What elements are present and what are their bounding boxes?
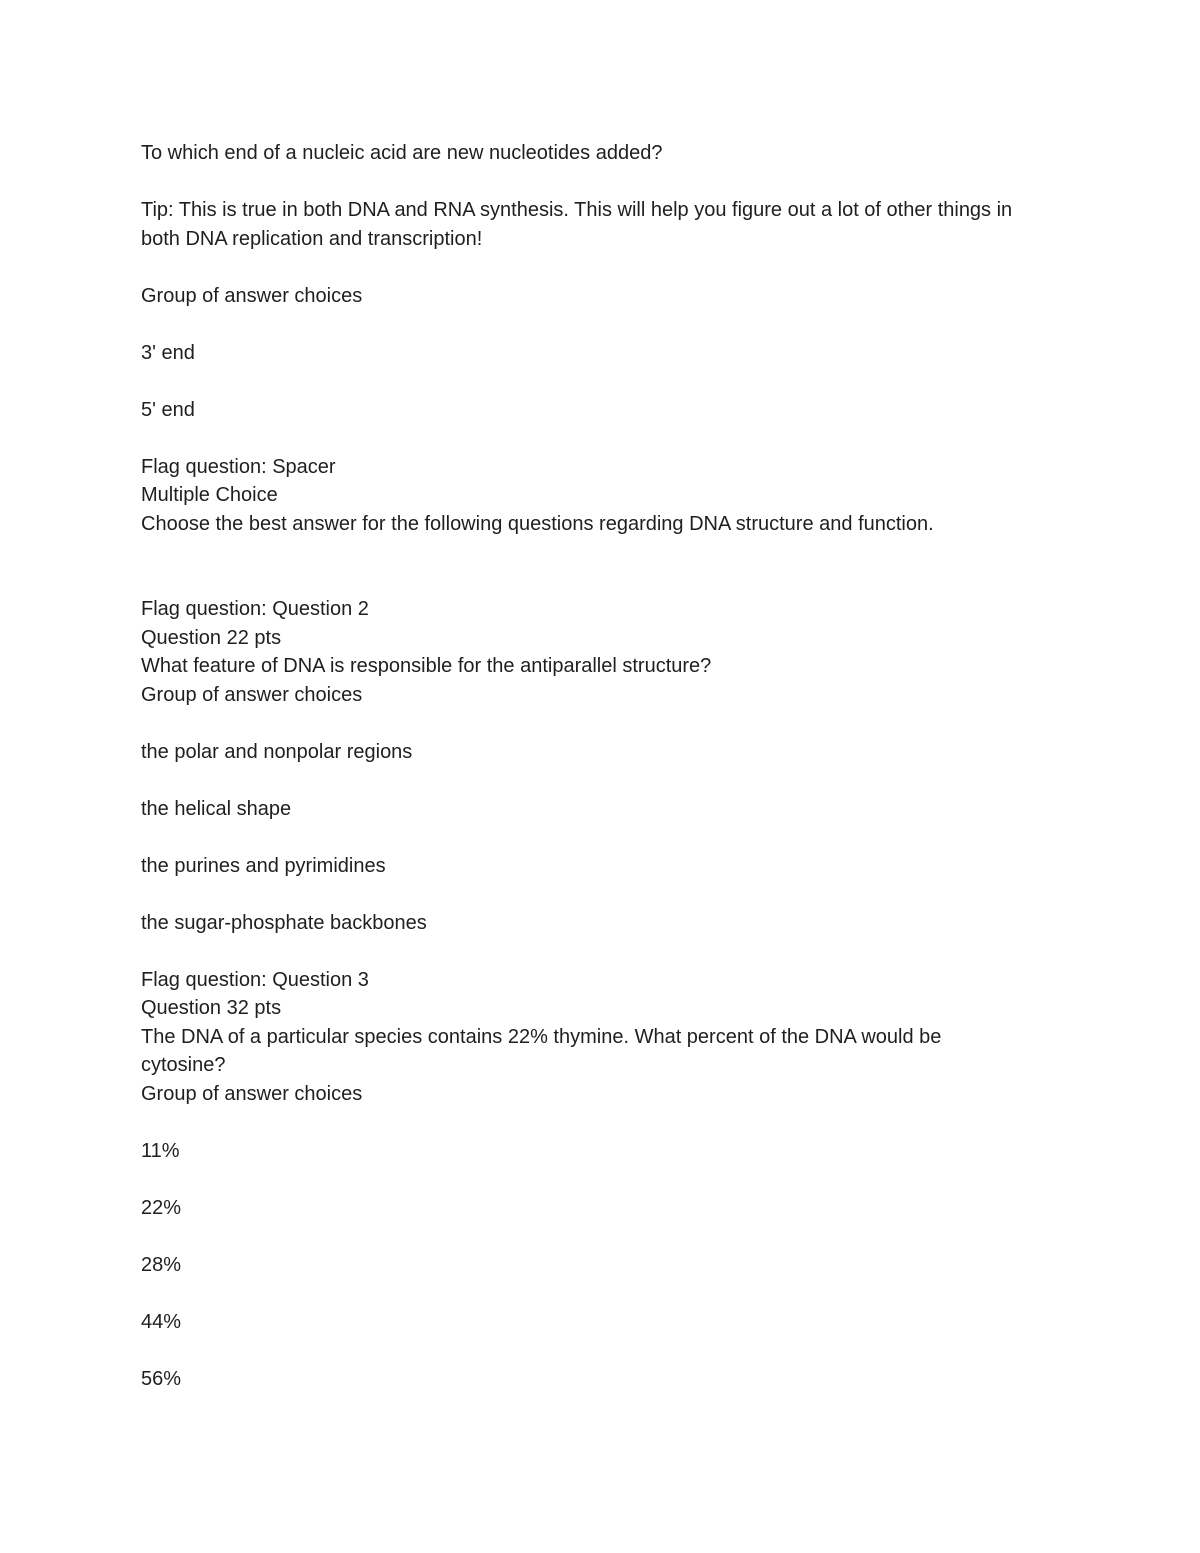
question2-prompt: What feature of DNA is responsible for the antiparallel structure?	[141, 655, 712, 677]
question3-flag[interactable]: Flag question: Question 3	[141, 968, 369, 991]
question1-group-label: Group of answer choices	[141, 284, 363, 307]
spacer-line	[141, 880, 1041, 909]
question3-choice[interactable]: 44%	[141, 1310, 182, 1333]
question2-header: Question 22 pts	[141, 626, 282, 649]
question2-group-label: Group of answer choices	[141, 683, 363, 706]
spacer-line	[141, 367, 1041, 396]
question2-choice[interactable]: the helical shape	[141, 797, 292, 820]
spacer-line	[141, 1108, 1041, 1137]
question3-choice[interactable]: 11%	[141, 1139, 180, 1162]
spacer-line	[141, 1165, 1041, 1194]
question3-choice[interactable]: 56%	[141, 1367, 182, 1390]
question3-group-label: Group of answer choices	[141, 1082, 363, 1105]
question1-choice[interactable]: 3' end	[141, 341, 195, 364]
spacer-line	[141, 937, 1041, 966]
spacer-line	[141, 424, 1041, 453]
spacer-line	[141, 253, 1041, 282]
document-page	[141, 139, 1041, 1393]
spacer-line	[141, 1222, 1041, 1251]
question2-choice[interactable]: the purines and pyrimidines	[141, 854, 386, 877]
question3-choice[interactable]: 22%	[141, 1196, 182, 1219]
spacer-line	[141, 1279, 1041, 1308]
spacer-line	[141, 766, 1041, 795]
spacer-line	[141, 310, 1041, 339]
question1-prompt: To which end of a nucleic acid are new nucleotides added?	[141, 142, 663, 164]
spacer-type: Multiple Choice	[141, 484, 278, 506]
question3-header: Question 32 pts	[141, 997, 282, 1019]
question3-prompt: The DNA of a particular species contains 22% thymine. What percent of the DNA would be cytosine?	[141, 1025, 942, 1076]
question2-choice[interactable]: the polar and nonpolar regions	[141, 740, 413, 763]
spacer-line	[141, 168, 1041, 197]
question3-choice[interactable]: 28%	[141, 1253, 182, 1276]
spacer-flag[interactable]: Flag question: Spacer	[141, 455, 336, 478]
spacer-line	[141, 538, 1041, 595]
spacer-line	[141, 1336, 1041, 1365]
spacer-instruction: Choose the best answer for the following questions regarding DNA structure and function.	[141, 512, 934, 535]
question1-tip: Tip: This is true in both DNA and RNA synthesis. This will help you figure out a lot of other things in both DNA replication and transcription!	[141, 199, 1013, 250]
question1-choice[interactable]: 5' end	[141, 398, 195, 421]
spacer-line	[141, 709, 1041, 738]
question2-flag[interactable]: Flag question: Question 2	[141, 598, 369, 620]
spacer-line	[141, 823, 1041, 852]
question2-choice[interactable]: the sugar-phosphate backbones	[141, 911, 427, 934]
